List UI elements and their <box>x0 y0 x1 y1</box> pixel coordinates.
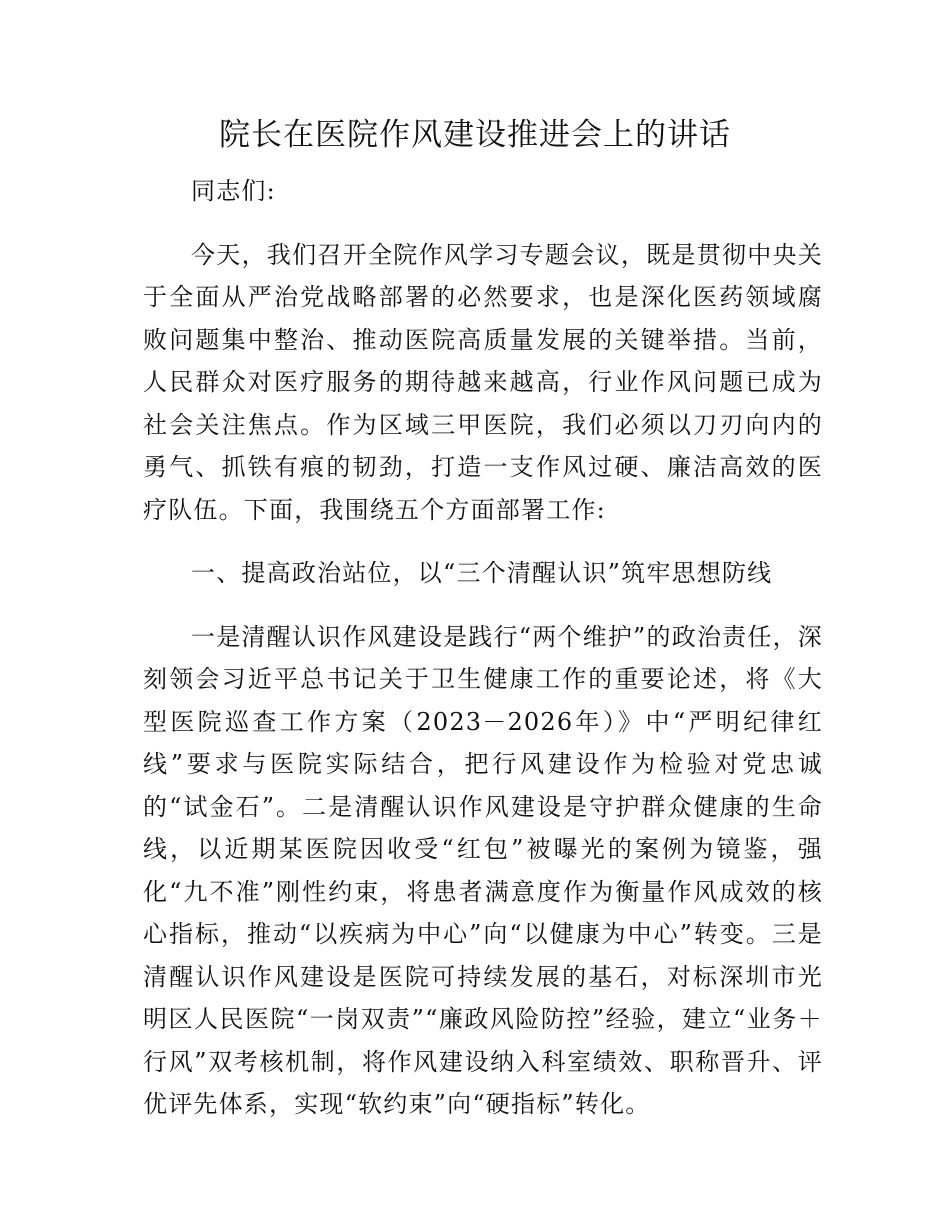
page-title: 院长在医院作风建设推进会上的讲话 <box>219 117 731 153</box>
intro-paragraph: 今天，我们召开全院作风学习专题会议，既是贯彻中央关于全面从严治党战略部署的必然要求，也是深化医药领域腐败问题集中整治、推动医院高质量发展的关键举措。当前，人民群众对医疗服务的期待越来越高，行业作风问题已成为社会关注焦点。作为区域三甲医院，我们必须以刀刃向内的勇气、抓铁有痕的韧劲，打造一支作风过硬、廉洁高效的医疗队伍。下面，我围绕五个方面部署工作: <box>143 240 823 524</box>
section-body-paragraph: 一是清醒认识作风建设是践行“两个维护”的政治责任，深刻领会习近平总书记关于卫生健康工作的重要论述，将《大型医院巡查工作方案（2023－2026年）》中“严明纪律红线”要求与医院实际结合，把行风建设作为检验对党忠诚的“试金石”。二是清醒认识作风建设是守护群众健康的生命线，以近期某医院因收受“红包”被曝光的案例为镜鉴，强化“九不准”刚性约束，将患者满意度作为衡量作风成效的核心指标，推动“以疾病为中心”向“以健康为中心”转变。三是清醒认识作风建设是医院可持续发展的基石，对标深圳市光明区人民医院“一岗双责”“廉政风险防控”经验，建立“业务＋行风”双考核机制，将作风建设纳入科室绩效、职称晋升、评优评先体系，实现“软约束”向“硬指标”转化。 <box>143 622 823 1118</box>
salutation: 同志们: <box>191 177 276 205</box>
section-heading: 一、提高政治站位，以“三个清醒认识”筑牢思想防线 <box>191 559 773 587</box>
document-body <box>143 170 823 1126</box>
